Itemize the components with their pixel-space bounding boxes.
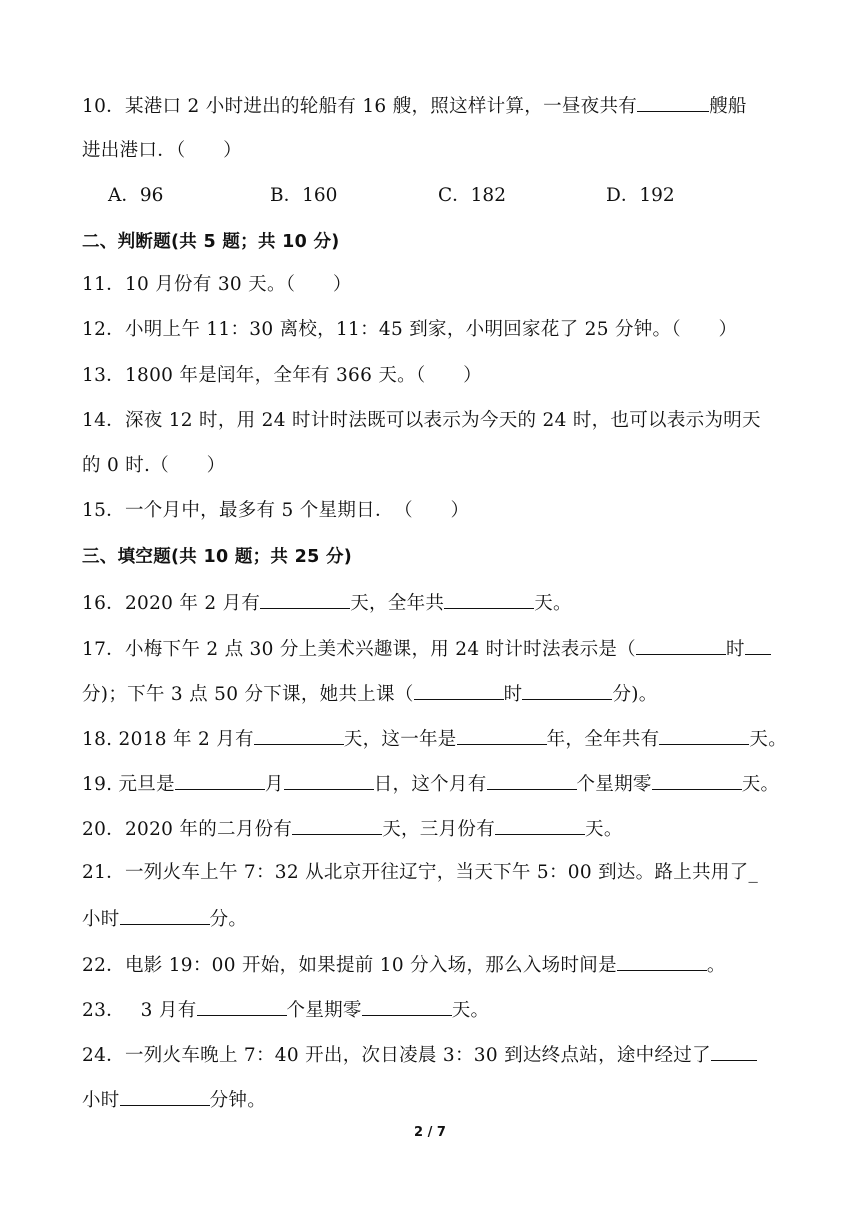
option-b[interactable]: B．160 [270, 185, 338, 206]
answer-blank[interactable] [414, 681, 504, 700]
answer-blank[interactable] [487, 771, 577, 790]
question-10-line-2: 进出港口．（ ） [82, 140, 242, 161]
question-23: 23． 3 月有 个星期零 天。 [82, 997, 800, 1023]
question-11: 11．10 月份有 30 天。（ ） [82, 274, 352, 295]
answer-blank[interactable] [175, 771, 265, 790]
answer-blank[interactable] [745, 636, 771, 655]
question-24-line-2: 小时 分钟。 [82, 1087, 800, 1113]
question-16: 16．2020 年 2 月有 天，全年共 天。 [82, 590, 800, 616]
answer-blank[interactable] [292, 816, 382, 835]
question-14-line-1: 14．深夜 12 时，用 24 时计时法既可以表示为今天的 24 时，也可以表示为明天 [82, 410, 761, 431]
answer-blank[interactable] [197, 997, 287, 1016]
option-a[interactable]: A．96 [108, 185, 164, 206]
question-13: 13．1800 年是闰年，全年有 366 天。（ ） [82, 365, 482, 386]
question-15: 15．一个月中，最多有 5 个星期日． （ ） [82, 500, 470, 521]
question-10-line-1: 10．某港口 2 小时进出的轮船有 16 艘，照这样计算，一昼夜共有 艘船 [82, 93, 800, 119]
question-21-line-2: 小时 分。 [82, 906, 800, 932]
answer-blank[interactable] [284, 771, 374, 790]
answer-blank[interactable] [711, 1042, 757, 1061]
question-21-line-1: 21．一列火车上午 7：32 从北京开往辽宁，当天下午 5：00 到达。路上共用了_ [82, 862, 759, 883]
question-22: 22．电影 19：00 开始，如果提前 10 分入场，那么入场时间是 。 [82, 952, 800, 978]
answer-blank[interactable] [636, 636, 726, 655]
question-19: 19. 元旦是 月 日，这个月有 个星期零 天。 [82, 771, 800, 797]
answer-blank[interactable] [120, 1087, 210, 1106]
section-3-title: 三、填空题(共 10 题；共 25 分) [82, 547, 353, 567]
answer-blank[interactable] [254, 726, 344, 745]
answer-blank[interactable] [522, 681, 612, 700]
question-17-line-1: 17．小梅下午 2 点 30 分上美术兴趣课，用 24 时计时法表示是（ 时 [82, 636, 800, 662]
answer-blank[interactable] [637, 93, 709, 112]
answer-blank[interactable] [659, 726, 749, 745]
answer-blank[interactable] [495, 816, 585, 835]
page-number: 2 / 7 [414, 1125, 446, 1140]
answer-blank[interactable] [120, 906, 210, 925]
answer-blank[interactable] [652, 771, 742, 790]
answer-blank[interactable] [617, 952, 707, 971]
option-c[interactable]: C．182 [438, 185, 506, 206]
answer-blank[interactable] [260, 590, 350, 609]
question-18: 18. 2018 年 2 月有 天，这一年是 年，全年共有 天。 [82, 726, 800, 752]
answer-blank[interactable] [444, 590, 534, 609]
answer-blank[interactable] [457, 726, 547, 745]
question-20: 20．2020 年的二月份有 天，三月份有 天。 [82, 816, 800, 842]
question-17-line-2: 分)；下午 3 点 50 分下课，她共上课（ 时 分)。 [82, 681, 800, 707]
question-24-line-1: 24．一列火车晚上 7：40 开出，次日凌晨 3：30 到达终点站，途中经过了 [82, 1042, 800, 1068]
answer-blank[interactable] [362, 997, 452, 1016]
section-2-title: 二、判断题(共 5 题；共 10 分) [82, 232, 340, 252]
question-12: 12．小明上午 11：30 离校，11：45 到家，小明回家花了 25 分钟。（ ） [82, 319, 738, 340]
option-d[interactable]: D．192 [606, 185, 675, 206]
question-14-line-2: 的 0 时.（ ） [82, 455, 226, 476]
